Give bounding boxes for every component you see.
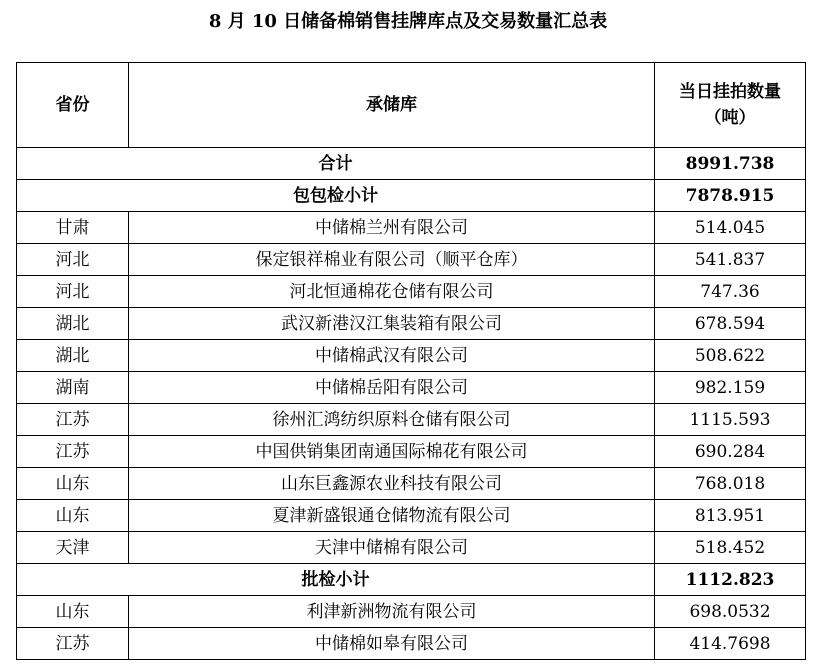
warehouse-cell: 中储棉武汉有限公司: [129, 340, 655, 372]
table-row: [17, 596, 806, 628]
table-row: [17, 212, 806, 244]
warehouse-cell: 河北恒通棉花仓储有限公司: [129, 276, 655, 308]
header-quantity-line1: 当日挂拍数量: [679, 82, 781, 102]
province-cell: 甘肃: [17, 212, 129, 244]
warehouse-cell: 中储棉如皋有限公司: [129, 628, 655, 660]
quantity-cell: 514.045: [655, 212, 806, 244]
subtotal-label: 批检小计: [17, 564, 655, 596]
table-row: [17, 532, 806, 564]
province-cell: 湖北: [17, 308, 129, 340]
province-cell: 江苏: [17, 628, 129, 660]
quantity-cell: 678.594: [655, 308, 806, 340]
table-row: [17, 276, 806, 308]
quantity-cell: 508.622: [655, 340, 806, 372]
table-row: [17, 436, 806, 468]
warehouse-cell: 中国供销集团南通国际棉花有限公司: [129, 436, 655, 468]
table-row: [17, 500, 806, 532]
warehouse-cell: 徐州汇鸿纺织原料仓储有限公司: [129, 404, 655, 436]
table-row: [17, 244, 806, 276]
warehouse-cell: 中储棉兰州有限公司: [129, 212, 655, 244]
province-cell: 天津: [17, 532, 129, 564]
warehouse-cell: 中储棉岳阳有限公司: [129, 372, 655, 404]
quantity-cell: 768.018: [655, 468, 806, 500]
province-cell: 河北: [17, 276, 129, 308]
header-quantity: [655, 63, 806, 148]
header-province: 省份: [17, 63, 129, 148]
table-body: [17, 148, 806, 660]
quantity-cell: 1115.593: [655, 404, 806, 436]
table-row: [17, 404, 806, 436]
warehouse-cell: 武汉新港汉江集装箱有限公司: [129, 308, 655, 340]
table-row: [17, 340, 806, 372]
province-cell: 江苏: [17, 436, 129, 468]
quantity-cell: 518.452: [655, 532, 806, 564]
warehouse-cell: 山东巨鑫源农业科技有限公司: [129, 468, 655, 500]
table-header-row: [17, 63, 806, 148]
quantity-cell: 698.0532: [655, 596, 806, 628]
province-cell: 湖南: [17, 372, 129, 404]
quantity-cell: 414.7698: [655, 628, 806, 660]
page-title: 8 月 10 日储备棉销售挂牌库点及交易数量汇总表: [208, 11, 608, 32]
subtotal-row: [17, 180, 806, 212]
table-row: [17, 372, 806, 404]
table-row: [17, 308, 806, 340]
subtotal-value: 7878.915: [655, 180, 806, 212]
province-cell: 山东: [17, 500, 129, 532]
subtotal-label: 合计: [17, 148, 655, 180]
warehouse-cell: 保定银祥棉业有限公司（顺平仓库）: [129, 244, 655, 276]
subtotal-value: 1112.823: [655, 564, 806, 596]
province-cell: 江苏: [17, 404, 129, 436]
table-row: [17, 628, 806, 660]
province-cell: 湖北: [17, 340, 129, 372]
header-warehouse: 承储库: [129, 63, 655, 148]
header-quantity-line2: （吨）: [704, 108, 756, 128]
subtotal-row: [17, 564, 806, 596]
province-cell: 山东: [17, 468, 129, 500]
summary-table: [16, 62, 806, 660]
quantity-cell: 982.159: [655, 372, 806, 404]
quantity-cell: 541.837: [655, 244, 806, 276]
subtotal-value: 8991.738: [655, 148, 806, 180]
quantity-cell: 690.284: [655, 436, 806, 468]
province-cell: 河北: [17, 244, 129, 276]
table-row: [17, 468, 806, 500]
warehouse-cell: 天津中储棉有限公司: [129, 532, 655, 564]
warehouse-cell: 夏津新盛银通仓储物流有限公司: [129, 500, 655, 532]
quantity-cell: 813.951: [655, 500, 806, 532]
subtotal-row: [17, 148, 806, 180]
subtotal-label: 包包检小计: [17, 180, 655, 212]
province-cell: 山东: [17, 596, 129, 628]
quantity-cell: 747.36: [655, 276, 806, 308]
warehouse-cell: 利津新洲物流有限公司: [129, 596, 655, 628]
